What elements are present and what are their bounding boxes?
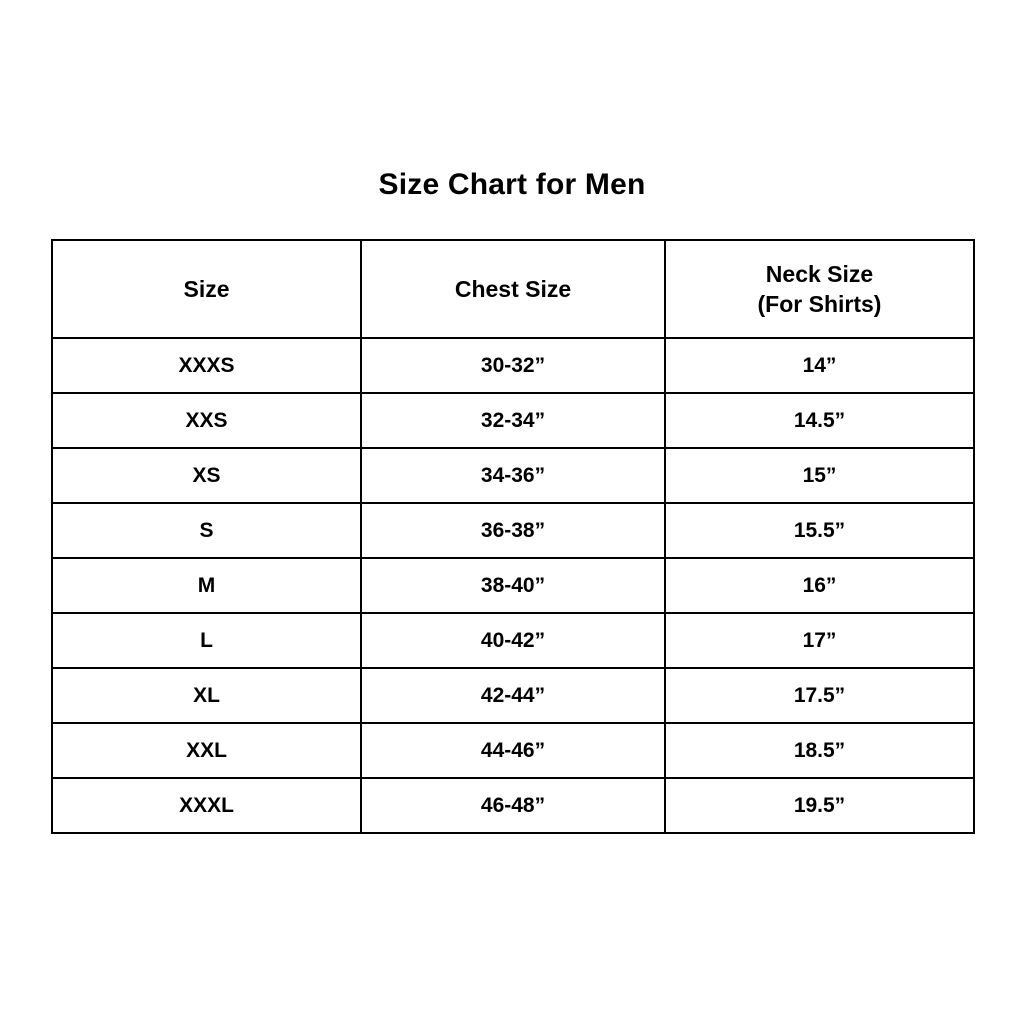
cell-chest: 34-36”	[361, 448, 665, 503]
column-header-chest-size	[361, 240, 665, 338]
cell-chest: 40-42”	[361, 613, 665, 668]
cell-neck: 18.5”	[665, 723, 974, 778]
cell-neck: 19.5”	[665, 778, 974, 833]
table-row	[52, 778, 974, 833]
column-header-neck-size	[665, 240, 974, 338]
table-row	[52, 723, 974, 778]
cell-neck: 17.5”	[665, 668, 974, 723]
cell-chest: 30-32”	[361, 338, 665, 393]
table-row	[52, 338, 974, 393]
table-row	[52, 448, 974, 503]
cell-neck: 17”	[665, 613, 974, 668]
cell-size: XXL	[52, 723, 361, 778]
table-header	[52, 240, 974, 338]
table-row	[52, 503, 974, 558]
table-row	[52, 558, 974, 613]
cell-chest: 36-38”	[361, 503, 665, 558]
page-title: Size Chart for Men	[378, 168, 646, 201]
cell-size: XS	[52, 448, 361, 503]
column-header-chest-size-label: Chest Size	[454, 276, 572, 302]
column-header-neck-size-label: Neck Size	[765, 261, 874, 287]
column-header-neck-size-sublabel: (For Shirts)	[757, 291, 882, 317]
column-header-size-label: Size	[183, 276, 230, 302]
cell-chest: 46-48”	[361, 778, 665, 833]
cell-size: XXXS	[52, 338, 361, 393]
cell-chest: 38-40”	[361, 558, 665, 613]
cell-neck: 16”	[665, 558, 974, 613]
cell-size: XL	[52, 668, 361, 723]
cell-chest: 44-46”	[361, 723, 665, 778]
cell-neck: 14”	[665, 338, 974, 393]
size-chart-table-wrapper	[51, 239, 973, 834]
cell-neck: 15.5”	[665, 503, 974, 558]
cell-neck: 14.5”	[665, 393, 974, 448]
table-row	[52, 668, 974, 723]
column-header-size	[52, 240, 361, 338]
cell-chest: 32-34”	[361, 393, 665, 448]
cell-size: L	[52, 613, 361, 668]
cell-size: M	[52, 558, 361, 613]
cell-chest: 42-44”	[361, 668, 665, 723]
table-body	[52, 338, 974, 833]
cell-size: S	[52, 503, 361, 558]
size-chart-table	[51, 239, 975, 834]
table-row	[52, 613, 974, 668]
cell-neck: 15”	[665, 448, 974, 503]
cell-size: XXS	[52, 393, 361, 448]
table-header-row	[52, 240, 974, 338]
table-row	[52, 393, 974, 448]
cell-size: XXXL	[52, 778, 361, 833]
